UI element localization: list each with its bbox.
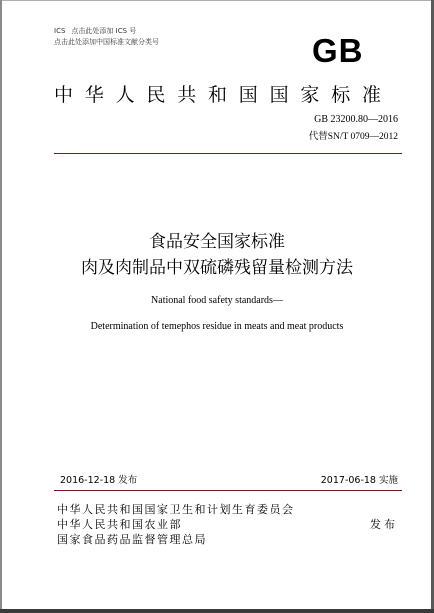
page-frame-bottom [0, 609, 434, 613]
page-frame-top [0, 0, 434, 1]
title-english-line-1: National food safety standards— [151, 295, 283, 306]
standard-type-heading: 中华人民共和国国家标准 [54, 84, 393, 106]
issuer-ministry-agriculture: 中华人民共和国农业部 [57, 518, 182, 531]
top-divider [54, 153, 402, 154]
ics-placeholder-field[interactable]: 点击此处添加 ICS 号 [71, 27, 137, 35]
ics-line [54, 26, 136, 36]
ics-code: ICS [54, 27, 66, 35]
issuer-food-drug-administration: 国家食品药品监督管理总局 [57, 533, 207, 546]
title-chinese-line-1: 食品安全国家标准 [149, 232, 285, 252]
issue-date: 2016-12-18 发布 [60, 475, 138, 486]
title-english-line-2: Determination of temephos residue in meats and meat products [90, 321, 344, 332]
publish-label: 发布 [370, 518, 398, 531]
issuer-health-commission: 中华人民共和国国家卫生和计划生育委员会 [57, 503, 295, 516]
bottom-divider [54, 490, 402, 491]
title-chinese-line-2: 肉及肉制品中双硫磷残留量检测方法 [81, 258, 353, 278]
classification-placeholder-field[interactable]: 点击此处添加中国标准文献分类号 [54, 38, 159, 46]
standard-number: GB 23200.80—2016 [314, 114, 398, 125]
standard-replaces: 代替SN/T 0709—2012 [308, 132, 398, 142]
implementation-date: 2017-06-18 实施 [320, 475, 398, 486]
gb-logo: GB [312, 32, 364, 69]
